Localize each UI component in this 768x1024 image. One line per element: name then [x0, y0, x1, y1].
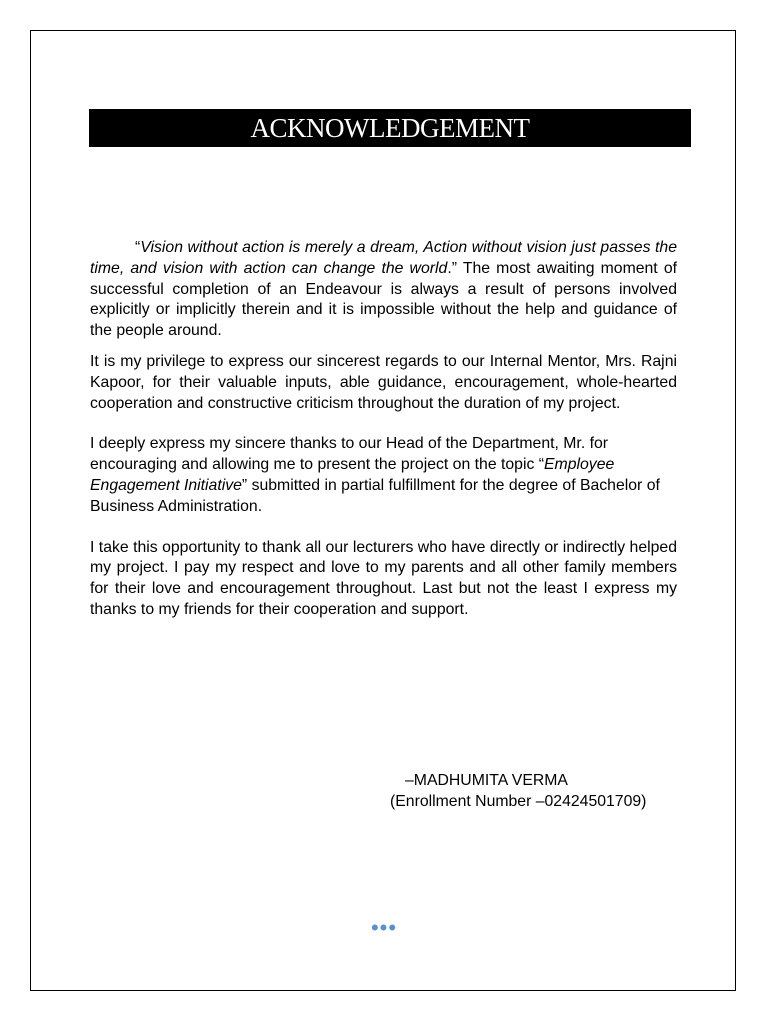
paragraph-hod-after: ” submitted in partial fulfillment for the degree of Bachelor of Business Administration. — [90, 476, 660, 515]
quote-open: “ — [135, 239, 141, 256]
more-dots-icon: ••• — [370, 915, 398, 940]
paragraph-thanks: I take this opportunity to thank all our lecturers who have directly or indirectly helped my project. I pay my respect and love to my parents and all other family members for their love and encouragement throughout. Last but not the least I express my thanks to my friends for their cooperation and support. — [90, 538, 677, 618]
page-title: ACKNOWLEDGEMENT — [89, 109, 691, 147]
quote-close: .” — [447, 259, 457, 277]
enrollment-number: (Enrollment Number –02424501709) — [390, 793, 647, 810]
paragraph-quote-rest: The most awaiting moment of successful completion of an Endeavour is always a result of persons involved explicitly or implicitly therein and it is impossible without the help and guidance of the people around. — [90, 259, 678, 340]
paragraph-hod — [90, 434, 677, 517]
signature-block — [390, 770, 690, 812]
project-topic: Employee Engagement Initiative — [90, 456, 615, 494]
paragraph-quote — [90, 238, 677, 342]
acknowledgement-body — [90, 238, 677, 621]
paragraph-mentor: It is my privilege to express our sincerest regards to our Internal Mentor, Mrs. Rajni Kapoor, for their valuable inputs, able guidance, encouragement, whole-hearted cooperation and constructive criticism throughout the duration of my project. — [90, 352, 677, 412]
quote-text: Vision without action is merely a dream, Action without vision just passes the time, and vision with action can change the world — [90, 239, 677, 277]
signature-name: –MADHUMITA VERMA — [405, 772, 568, 789]
paragraph-hod-before: I deeply express my sincere thanks to our Head of the Department, Mr. for encouraging and allowing me to present the project on the topic “ — [90, 435, 609, 474]
